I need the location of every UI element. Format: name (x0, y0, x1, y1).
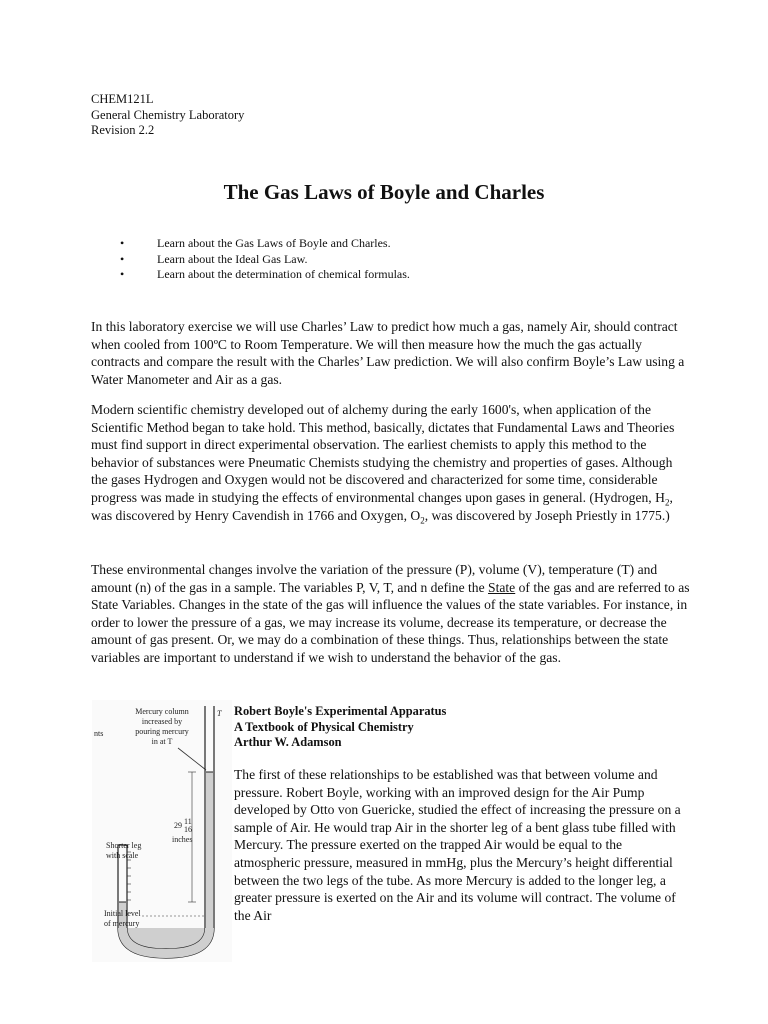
bullet-icon: • (120, 236, 125, 250)
intro-paragraph: In this laboratory exercise we will use Charles’ Law to predict how much a gas, namely Air, should contract when cooled from 100ºC to Room Temperature. We will then measure how the much the gas actually contracts and compare the result with the Charles’ Law prediction. We will also confirm Boyle’s Law using a Water Manometer and Air as a gas. (91, 319, 685, 387)
state-term: State (488, 579, 516, 595)
label-mercury-column: Mercury column (135, 707, 189, 716)
bullet-icon: • (120, 251, 125, 266)
label-t: T (217, 709, 222, 718)
label-height-fraction-top: 11 (184, 817, 192, 826)
objectives-list (120, 236, 410, 283)
label-increased-by: increased by (141, 717, 183, 726)
boyle-paragraph: The first of these relationships to be established was that between volume and pressure. Robert Boyle, working with an improved design for the Air Pump developed by Otto von Guericke, studied the effect of increasing the pressure on a sample of Air. He would trap Air in the shorter leg of a bent glass tube filled with Mercury. The pressure exerted on the trapped Air would be equal to the atmospheric pressure, measured in mmHg, plus the Mercury’s height differential between the two legs of the tube. As more Mercury is added to the longer leg, a greater pressure is exerted on the Air and its volume will contract. The volume of the Air (234, 767, 681, 923)
state-paragraph: These environmental changes involve the variation of the pressure (P), volume (V), temperature (T) and amount (n) of the gas in a sample. The variables P, V, T, and n define the State of the gas and are referred to as State Variables. Changes in the state of the gas will influence the values of the state variables. For instance, in order to lower the pressure of a gas, we may increase its volume, decrease its temperature, or decrease the amount of gas present. Or, we may do a combination of these things. Thus, relationships between the state variables are important to understand if we wish to understand the behavior of the gas. (91, 562, 690, 665)
boyle-apparatus-figure (92, 700, 232, 962)
figure-caption (234, 704, 446, 751)
subscript: 2 (664, 497, 670, 508)
page-title: The Gas Laws of Boyle and Charles (223, 180, 545, 204)
label-inches: inches (172, 835, 193, 844)
bullet-icon: • (120, 267, 125, 281)
label-in-at-t: in at T (151, 737, 173, 746)
label-nts: nts (94, 729, 104, 738)
label-height: 29 (174, 821, 182, 830)
list-item: • Learn about the Gas Laws of Boyle and Charles. (120, 236, 391, 250)
list-item: • Learn about the Ideal Gas Law. (120, 251, 308, 266)
label-of-mercury: of mercury (104, 919, 140, 928)
j-tube-diagram (92, 700, 232, 962)
history-paragraph: Modern scientific chemistry developed out of alchemy during the early 1600's, when application of the Scientific Method began to take hold. This method, basically, dictates that Fundamental Laws and Theories must find support in direct experimental observation. The earliest chemists to apply this method to the behavior of substances were Pneumatic Chemists studying the chemistry and properties of gases. Although the gases Hydrogen and Oxygen would not be discovered and characterized for some time, considerable progress was made in studying the effects of environmental changes upon gases in general. (Hydrogen, $H_2$, was discovered by Henry Cavendish in 1766 and Oxygen, $O_2$, was discovered by Joseph Priestly in 1775.) (91, 402, 675, 526)
lab-name: General Chemistry Laboratory (91, 107, 245, 122)
revision: Revision 2.2 (91, 123, 155, 137)
label-height-fraction-bottom: 16 (184, 825, 192, 834)
label-pouring-mercury: pouring mercury (135, 727, 189, 736)
caption-title: Robert Boyle's Experimental Apparatus (234, 704, 447, 718)
list-item: • Learn about the determination of chemical formulas. (120, 267, 410, 281)
subscript: 2 (420, 515, 425, 526)
course-code: CHEM121L (91, 92, 154, 106)
caption-author: Arthur W. Adamson (234, 735, 342, 749)
caption-book: A Textbook of Physical Chemistry (234, 719, 414, 734)
label-with-scale: with scale (106, 851, 139, 860)
label-initial-level: Initial level (104, 909, 141, 918)
label-shorter-leg: Shorter leg (106, 841, 142, 850)
course-header (91, 92, 244, 139)
